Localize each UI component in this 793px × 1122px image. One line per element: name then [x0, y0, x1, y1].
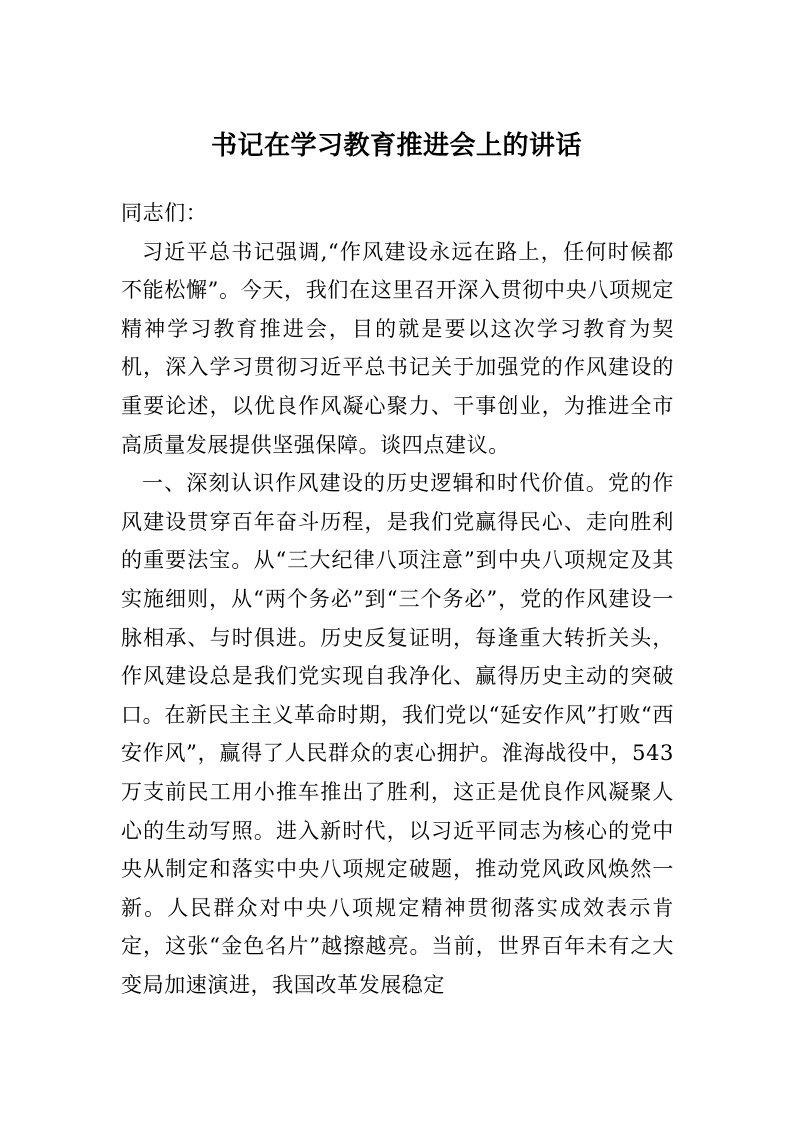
salutation: 同志们： [121, 201, 208, 225]
document-body [121, 194, 674, 1004]
paragraph-point-one: 一、深刻认识作风建设的历史逻辑和时代价值。党的作风建设贯穿百年奋斗历程，是我们党赢得民心、走向胜利的重要法宝。从“三大纪律八项注意”到中央八项规定及其实施细则，从“两个务必”到“三个务必”，党的作风建设一脉相承、与时俱进。历史反复证明，每逢重大转折关头，作风建设总是我们党实现自我净化、赢得历史主动的突破口。在新民主主义革命时期，我们党以“延安作风”打败“西安作风”，赢得了人民群众的衷心拥护。淮海战役中，543万支前民工用小推车推出了胜利，这正是优良作风凝聚人心的生动写照。进入新时代，以习近平同志为核心的党中央从制定和落实中央八项规定破题，推动党风政风焕然一新。人民群众对中央八项规定精神贯彻落实成效表示肯定，这张“金色名片”越擦越亮。当前，世界百年未有之大变局加速演进，我国改革发展稳定 [121, 471, 674, 997]
paragraph-intro: 习近平总书记强调,“作风建设永远在路上，任何时候都不能松懈”。今天，我们在这里召开深入贯彻中央八项规定精神学习教育推进会，目的就是要以这次学习教育为契机，深入学习贯彻习近平总书记关于加强党的作风建设的重要论述，以优良作风凝心聚力、干事创业，为推进全市高质量发展提供坚强保障。谈四点建议。 [121, 239, 674, 457]
document-title: 书记在学习教育推进会上的讲话 [210, 131, 582, 161]
